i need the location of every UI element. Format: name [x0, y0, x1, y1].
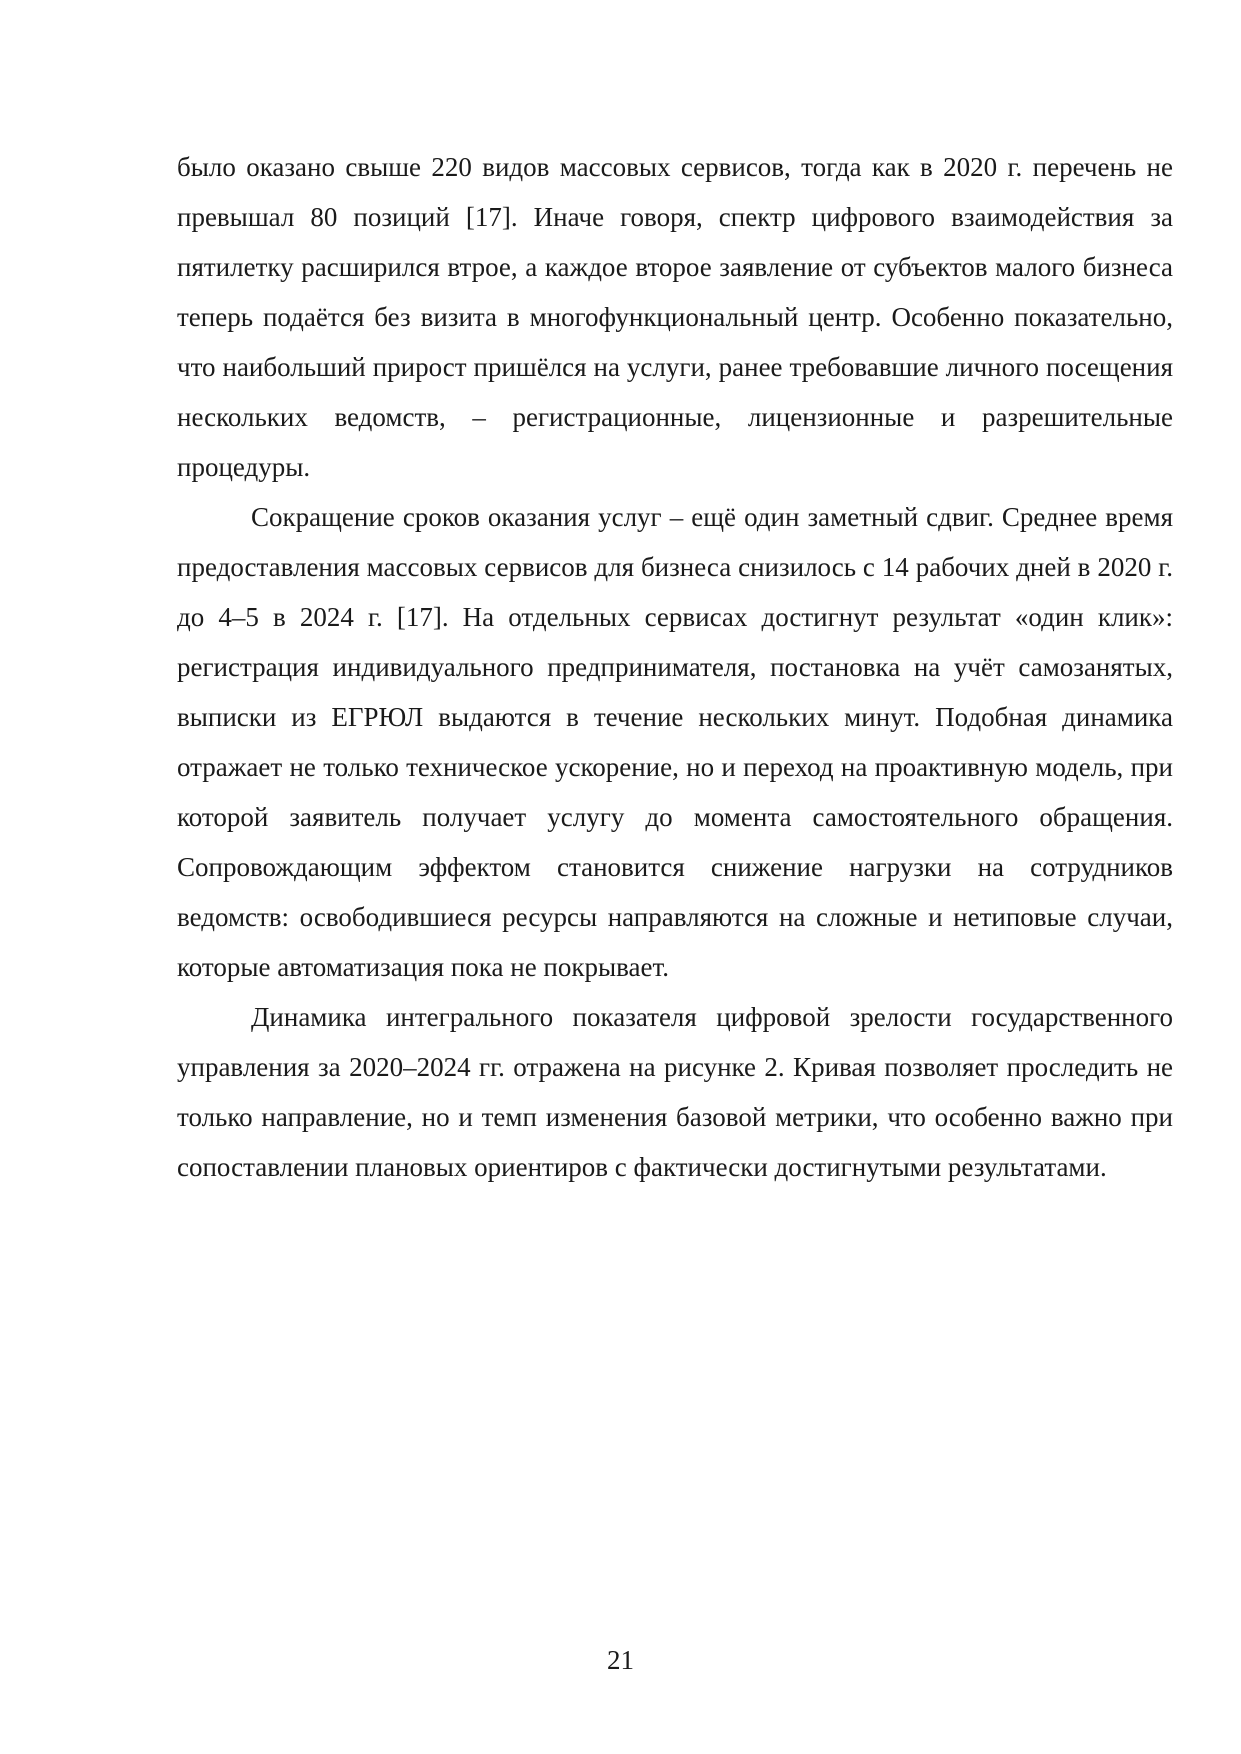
paragraph-digital-maturity: Динамика интегрального показателя цифровой зрелости государственного управления за 2020–2024 гг. отражена на рисунке 2. Кривая позволяет проследить не только направление, но и темп изменения базовой метрики, что особенно важно при сопоставлении плановых ориентиров с фактически достигнутыми результатами.: [177, 1002, 1173, 1182]
paragraph-continuation: было оказано свыше 220 видов массовых сервисов, тогда как в 2020 г. перечень не превышал 80 позиций [17]. Иначе говоря, спектр цифрового взаимодействия за пятилетку расширился втрое, а каждое второе заявление от субъектов малого бизнеса теперь подаётся без визита в многофункциональный центр. Особенно показательно, что наибольший прирост пришёлся на услуги, ранее требовавшие личного посещения нескольких ведомств, – регистрационные, лицензионные и разрешительные процедуры.: [177, 152, 1173, 482]
page-number: 21: [607, 1645, 634, 1675]
body-text: [177, 142, 1173, 1192]
paragraph-service-time: Сокращение сроков оказания услуг – ещё один заметный сдвиг. Среднее время предоставления массовых сервисов для бизнеса снизилось с 14 рабочих дней в 2020 г. до 4–5 в 2024 г. [17]. На отдельных сервисах достигнут результат «один клик»: регистрация индивидуального предпринимателя, постановка на учёт самозанятых, выписки из ЕГРЮЛ выдаются в течение нескольких минут. Подобная динамика отражает не только техническое ускорение, но и переход на проактивную модель, при которой заявитель получает услугу до момента самостоятельного обращения. Сопровождающим эффектом становится снижение нагрузки на сотрудников ведомств: освободившиеся ресурсы направляются на сложные и нетиповые случаи, которые автоматизация пока не покрывает.: [177, 502, 1173, 982]
